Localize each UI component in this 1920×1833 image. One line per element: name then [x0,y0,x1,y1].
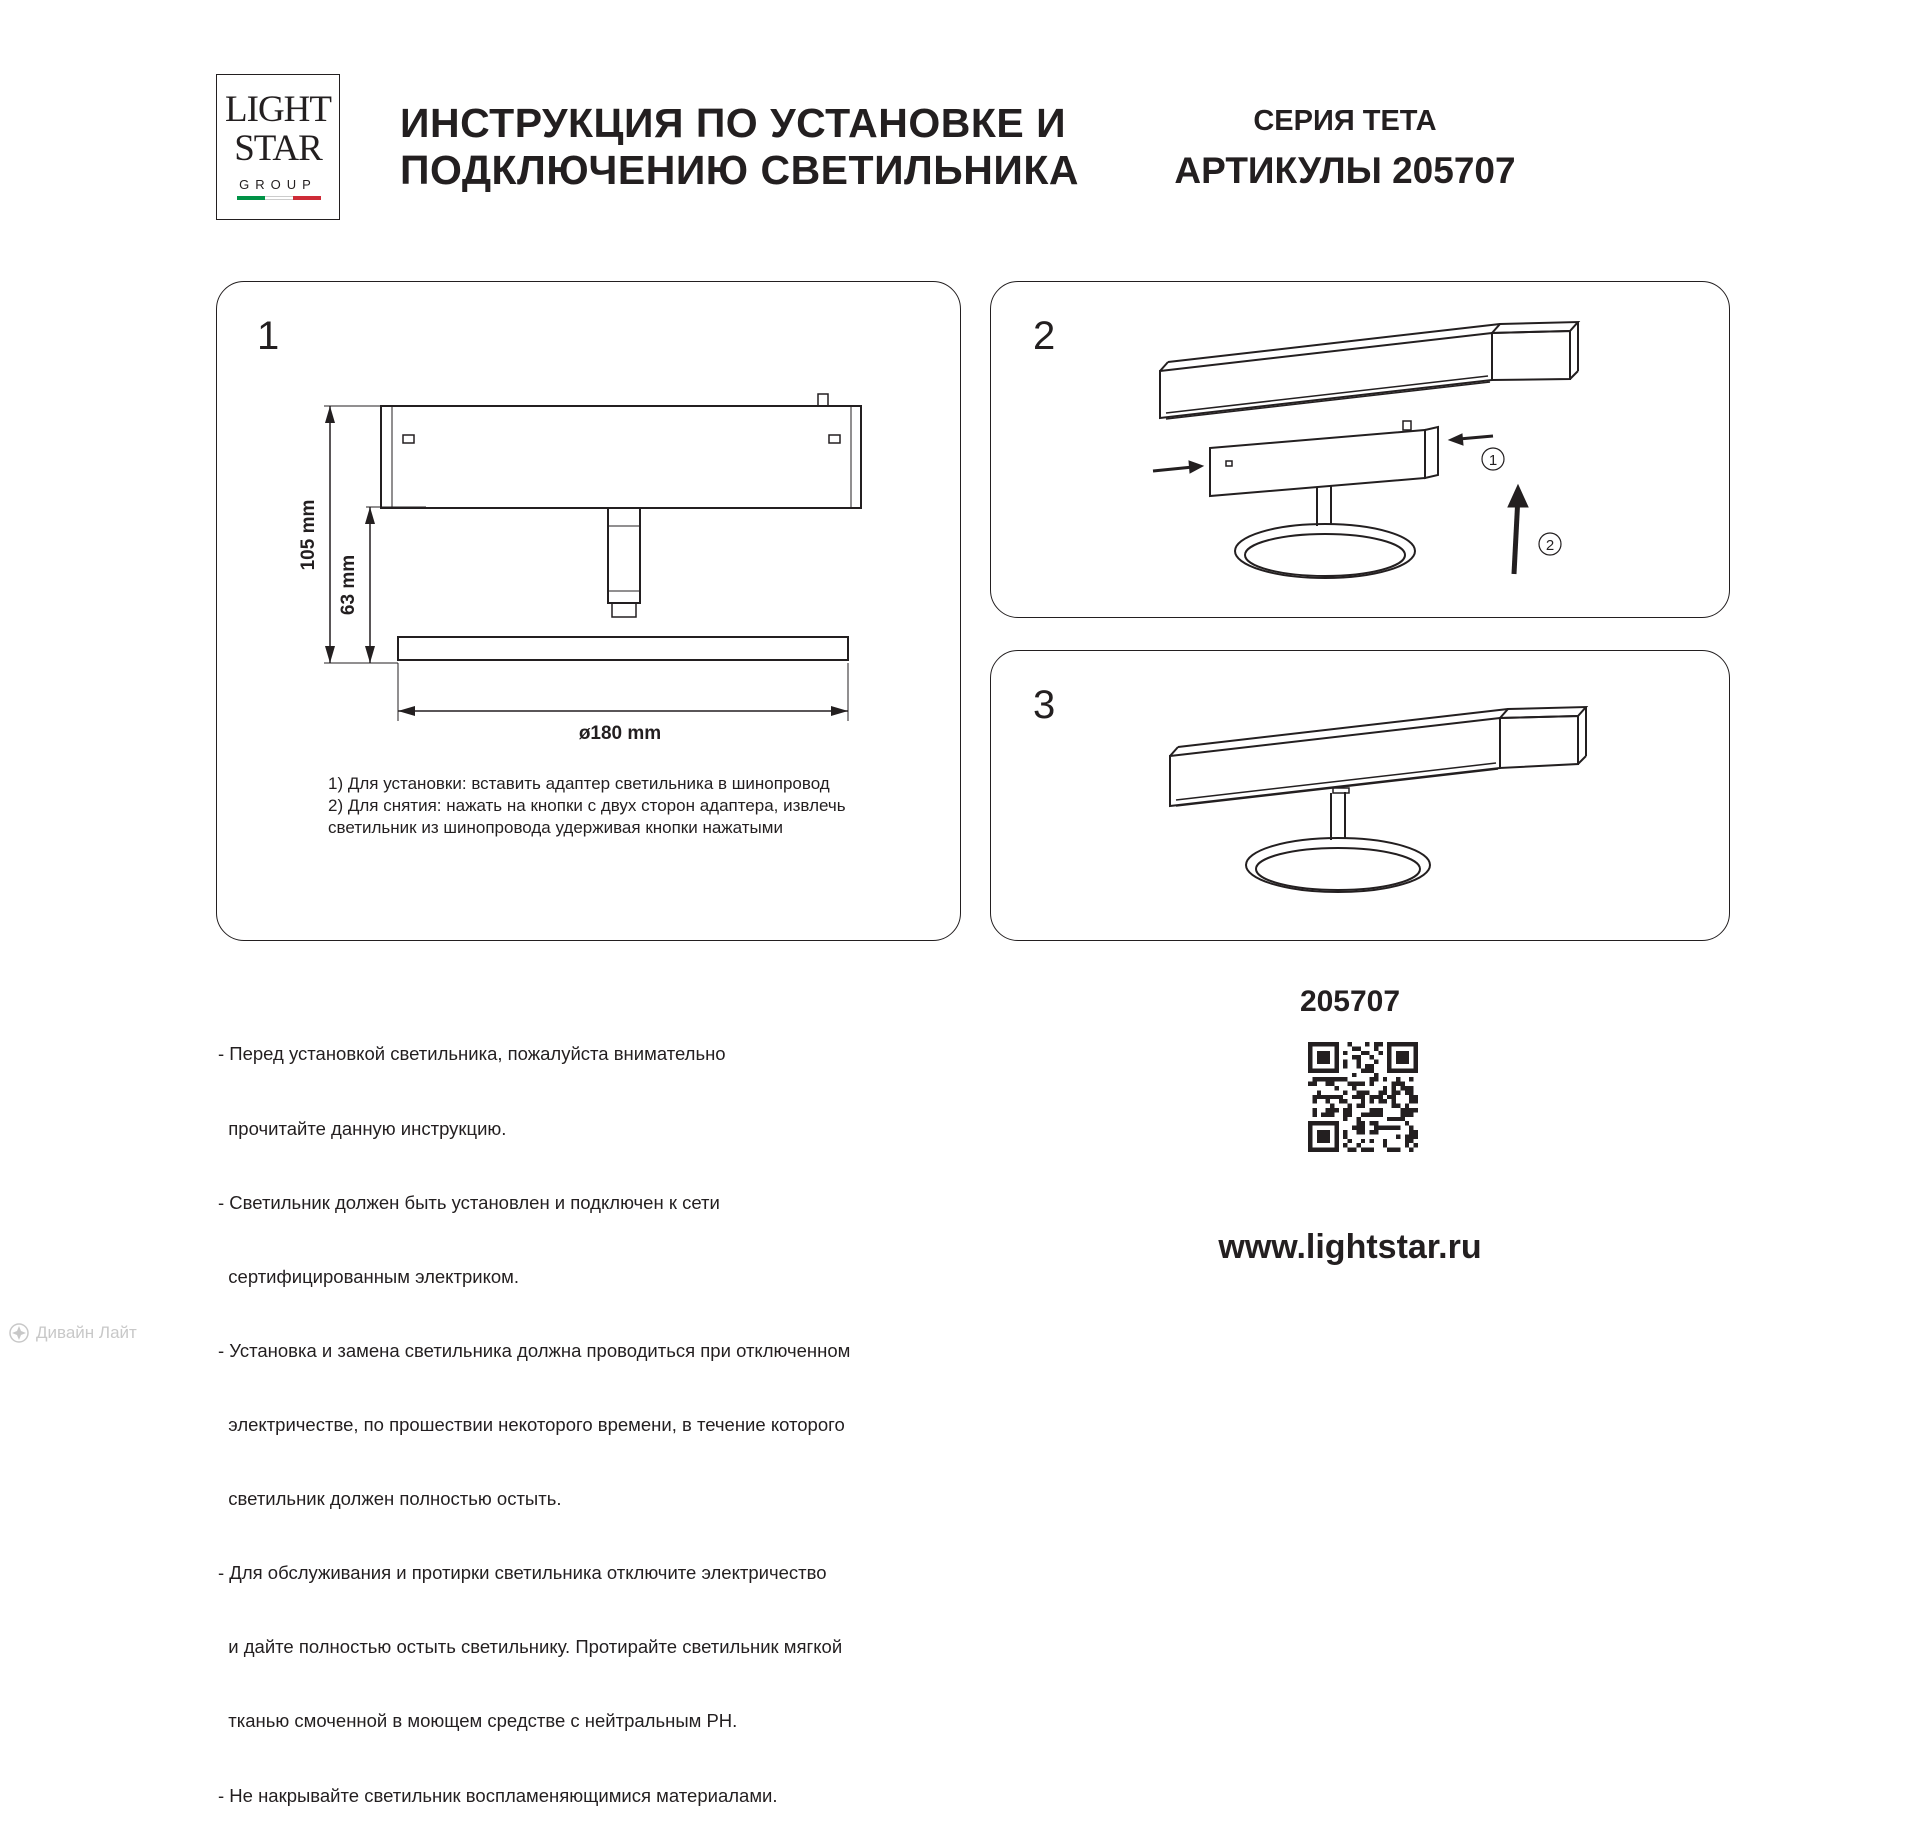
step-2-label: 2 [1545,537,1555,554]
product-code: 205707 [1299,985,1401,1018]
panel-2-number: 2 [1033,314,1056,358]
logo-line-1: LIGHT [225,89,331,130]
website-link[interactable]: www.lightstar.ru [1218,1228,1482,1266]
ring-light [1246,838,1430,892]
title-line-1: ИНСТРУКЦИЯ ПО УСТАНОВКЕ И [400,100,1067,146]
note-line: светильник должен полностью остыть. [218,1488,562,1510]
panel-1-number: 1 [257,314,280,358]
note-line: тканью смоченной в моющем средстве с нейтральным PH. [218,1710,738,1732]
safety-notes [218,993,850,1833]
qr-code [1308,1042,1418,1152]
note-line: - Светильник должен быть установлен и подключен к сети [218,1191,720,1213]
panel-3-number: 3 [1033,683,1056,727]
instruction-line: 1) Для установки: вставить адаптер светильника в шинопровод [328,774,830,793]
panel-1-instructions [328,773,846,839]
instruction-line: светильник из шинопровода удерживая кнопки нажатыми [328,818,783,837]
note-line: сертифицированным электриком. [218,1265,520,1287]
note-line: электричестве, по прошествии некоторого времени, в течение которого [218,1413,845,1435]
italian-flag-stripe [237,196,321,200]
articles-label: АРТИКУЛЫ 205707 [1174,150,1516,191]
logo-line-3: GROUP [239,177,317,192]
note-line: и дайте полностью остыть светильнику. Протирайте светильник мягкой [218,1636,843,1658]
installed-drawing [990,650,1730,941]
note-line: - Перед установкой светильника, пожалуйста внимательно [218,1043,726,1065]
track-adapter [1210,430,1425,496]
brand-logo [216,74,340,220]
logo-line-2: STAR [234,128,322,169]
note-line: - Установка и замена светильника должна проводиться при отключенном [218,1339,851,1361]
note-line: прочитайте данную инструкцию. [218,1117,507,1139]
dim-height-total: 105 mm [298,499,319,571]
installation-drawing [990,281,1730,618]
dim-height-stem: 63 mm [338,554,359,616]
instruction-line: 2) Для снятия: нажать на кнопки с двух сторон адаптера, извлечь [328,796,846,815]
adapter-body [381,406,861,508]
track-rail [1160,333,1492,418]
stem [608,508,640,603]
title-line-2: ПОДКЛЮЧЕНИЮ СВЕТИЛЬНИКА [400,147,1079,193]
series-label: СЕРИЯ ТЕТА [1253,105,1437,137]
ring-light [1235,524,1415,578]
page-title [400,100,1079,194]
ring-disc [398,637,848,660]
watermark [8,1322,137,1344]
note-line: - Для обслуживания и протирки светильника отключите электричество [218,1562,827,1584]
dim-diameter: ø180 mm [578,723,662,744]
watermark-star-icon [8,1322,30,1344]
note-line: - Не накрывайте светильник воспламеняющимися материалами. [218,1784,778,1806]
watermark-text: Дивайн Лайт [36,1323,137,1342]
dimension-drawing [216,281,961,941]
step-1-label: 1 [1488,452,1498,469]
